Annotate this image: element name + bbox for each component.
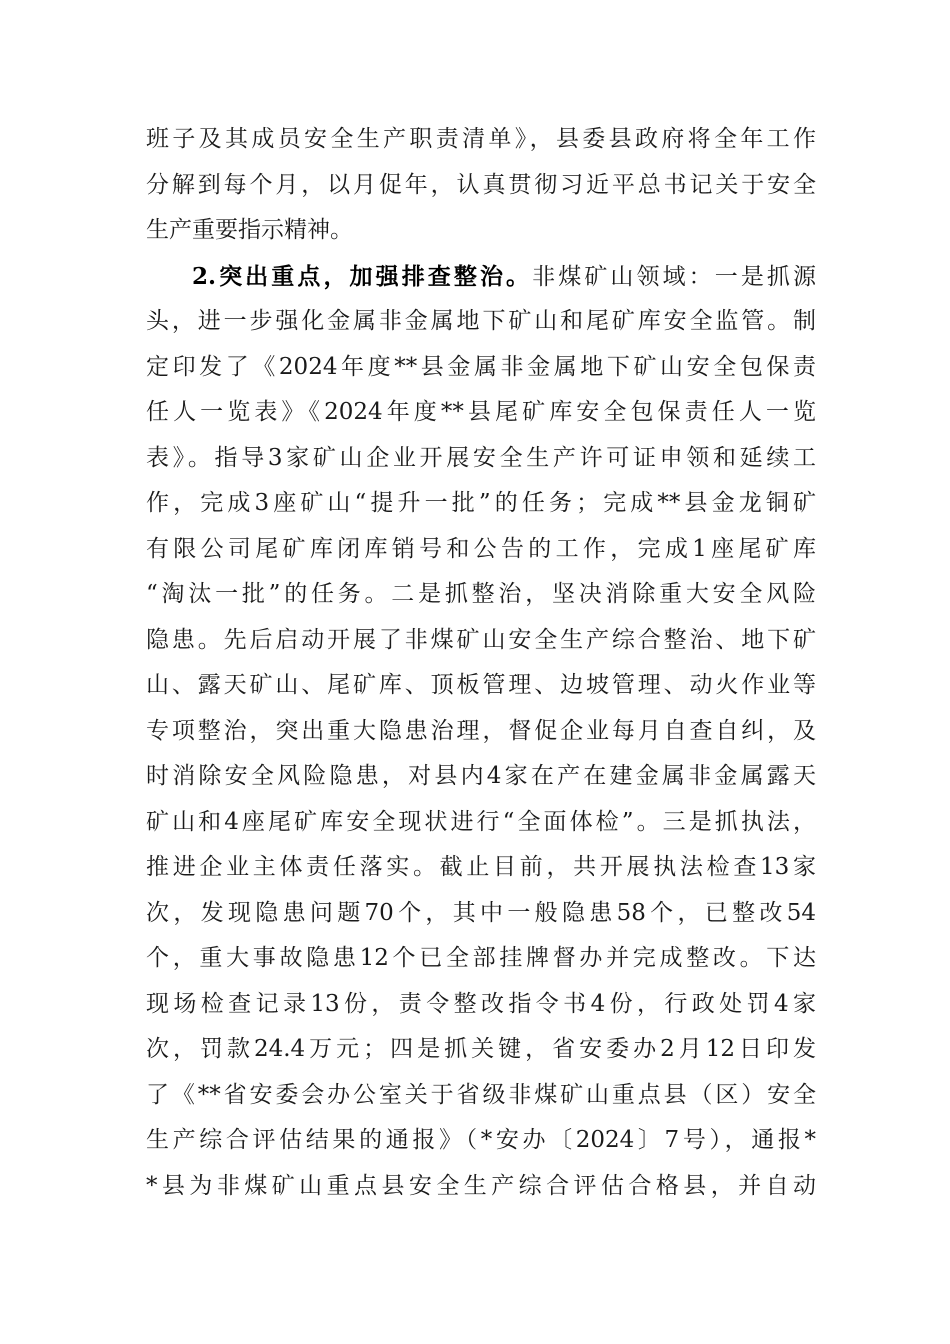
body-line: 分解到每个月，以月促年，认真贯彻习近平总书记关于安全 [146,171,816,198]
body-line: 时消除安全风险隐患，对县内4家在产在建金属非金属露天 [146,763,816,789]
body-line: 定印发了《2024年度**县金属非金属地下矿山安全包保责 [146,353,816,380]
body-line: 作，完成3座矿山“提升一批”的任务；完成**县金龙铜矿 [146,490,816,516]
body-line: 表》。指导3家矿山企业开展安全生产许可证申领和延续工 [146,444,816,471]
body-line: 了《**省安委会办公室关于省级非煤矿山重点县（区）安全 [146,1081,816,1108]
body-line: 次，罚款24.4万元；四是抓关键，省安委办2月12日印发 [146,1036,816,1062]
body-line: 现场检查记录13份，责令整改指令书4份，行政处罚4家 [146,990,816,1017]
body-line: 生产综合评估结果的通报》（*安办〔2024〕7号），通报* [146,1127,816,1153]
body-line: 次，发现隐患问题70个，其中一般隐患58个，已整改54 [146,899,816,926]
body-line: 山、露天矿山、尾矿库、顶板管理、边坡管理、动火作业等 [146,672,816,698]
body-line: 矿山和4座尾矿库安全现状进行“全面体检”。三是抓执法， [146,808,816,835]
section-heading: 2.突出重点，加强排查整治。 [192,262,533,290]
body-line: 班子及其成员安全生产职责清单》，县委县政府将全年工作 [146,126,816,152]
body-line: 推进企业主体责任落实。截止目前，共开展执法检查13家 [146,854,816,880]
body-line: *县为非煤矿山重点县安全生产综合评估合格县，并自动 [146,1172,816,1199]
body-line: 有限公司尾矿库闭库销号和公告的工作，完成1座尾矿库 [146,535,816,562]
body-line: 任人一览表》《2024年度**县尾矿库安全包保责任人一览 [146,399,816,425]
body-line: 头，进一步强化金属非金属地下矿山和尾矿库安全监管。制 [146,308,816,334]
body-line: 专项整治，突出重大隐患治理，督促企业每月自查自纠，及 [146,717,816,744]
body-line: “淘汰一批”的任务。二是抓整治，坚决消除重大安全风险 [146,581,816,607]
body-line: 隐患。先后启动开展了非煤矿山安全生产综合整治、地下矿 [146,626,816,653]
section-heading-line [146,254,816,300]
body-line: 个，重大事故隐患12个已全部挂牌督办并完成整改。下达 [146,945,816,971]
body-line: 非煤矿山领域：一是抓源 [532,263,817,290]
document-body [146,117,816,1209]
body-line: 生产重要指示精神。 [146,217,353,243]
